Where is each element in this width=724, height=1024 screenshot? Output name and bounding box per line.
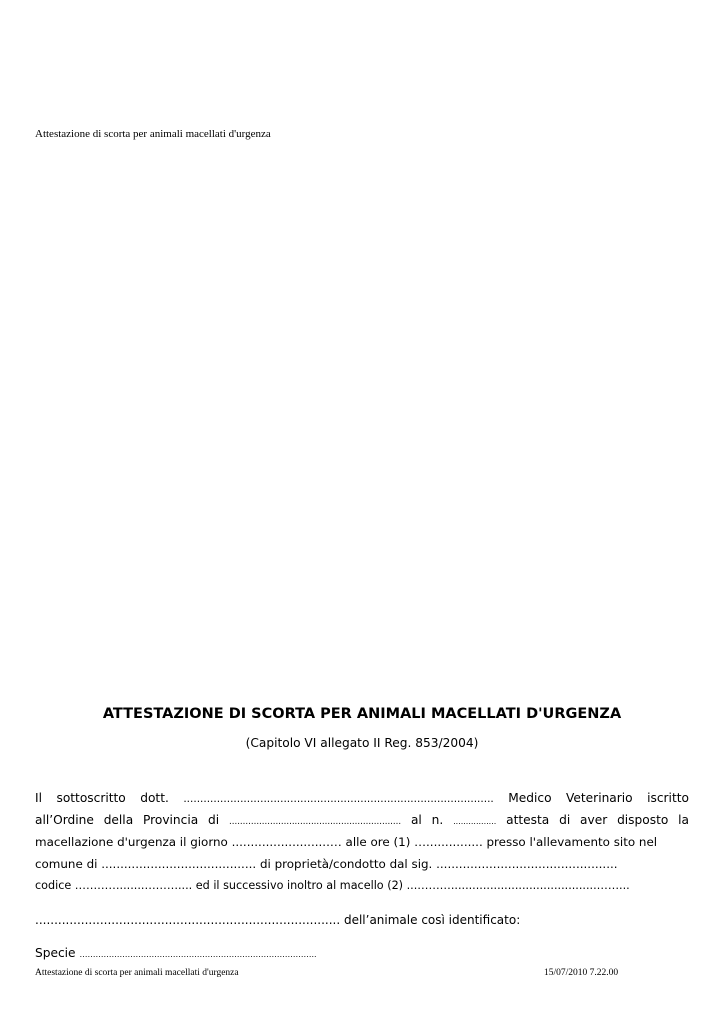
paragraph-line-5 [35,878,689,894]
paragraph-line-2 [35,812,689,830]
blank-field-provincia: ............................................................... [229,817,402,827]
word: disposto [617,813,669,827]
word: Veterinario [566,791,633,805]
line-text: comune di ......................................... di proprietà/condotto dal sig. ................................................ [35,857,618,871]
paragraph-line-4 [35,856,689,872]
species-blank-field: …………………………………………………………………………….. [79,950,317,959]
word: al [410,813,422,827]
paragraph-line-1 [35,790,689,807]
footer-left-title: Attestazione di scorta per animali macellati d'urgenza [35,968,239,978]
word: la [678,813,689,827]
word: Medico [508,791,552,805]
word: di [559,813,571,827]
line-text: codice ………….......……….... ed il successivo inoltro al macello (2) ...……….........................................……... [35,879,630,892]
document-title: ATTESTAZIONE DI SCORTA PER ANIMALI MACELLATI D'URGENZA [102,706,622,722]
footer-timestamp: 15/07/2010 7.22.00 [544,968,619,978]
blank-field-dott: ............................................................................................. [183,793,494,805]
word: dott. [140,791,169,805]
line-text: macellazione d'urgenza il giorno ..........................… alle ore (1) …............... presso l'allevamento sito nel [35,835,658,849]
word: all’Ordine [35,813,94,827]
word: della [103,813,134,827]
document-subtitle: (Capitolo VI allegato II Reg. 853/2004) [245,736,479,750]
word: attesta [506,813,550,827]
blank-field-numero: ................. [453,817,497,826]
word: sottoscritto [56,791,126,805]
word: Provincia [143,813,199,827]
species-line [35,945,689,963]
species-label: Specie [35,946,76,960]
word: iscritto [647,791,689,805]
word: n. [431,813,444,827]
word: Il [35,791,42,805]
word: di [208,813,220,827]
page-header-title: Attestazione di scorta per animali macellati d'urgenza [35,128,271,140]
word: aver [580,813,608,827]
identification-line: ................................................................................ dell’animale così identificato: [35,913,521,927]
paragraph-line-3 [35,834,689,850]
